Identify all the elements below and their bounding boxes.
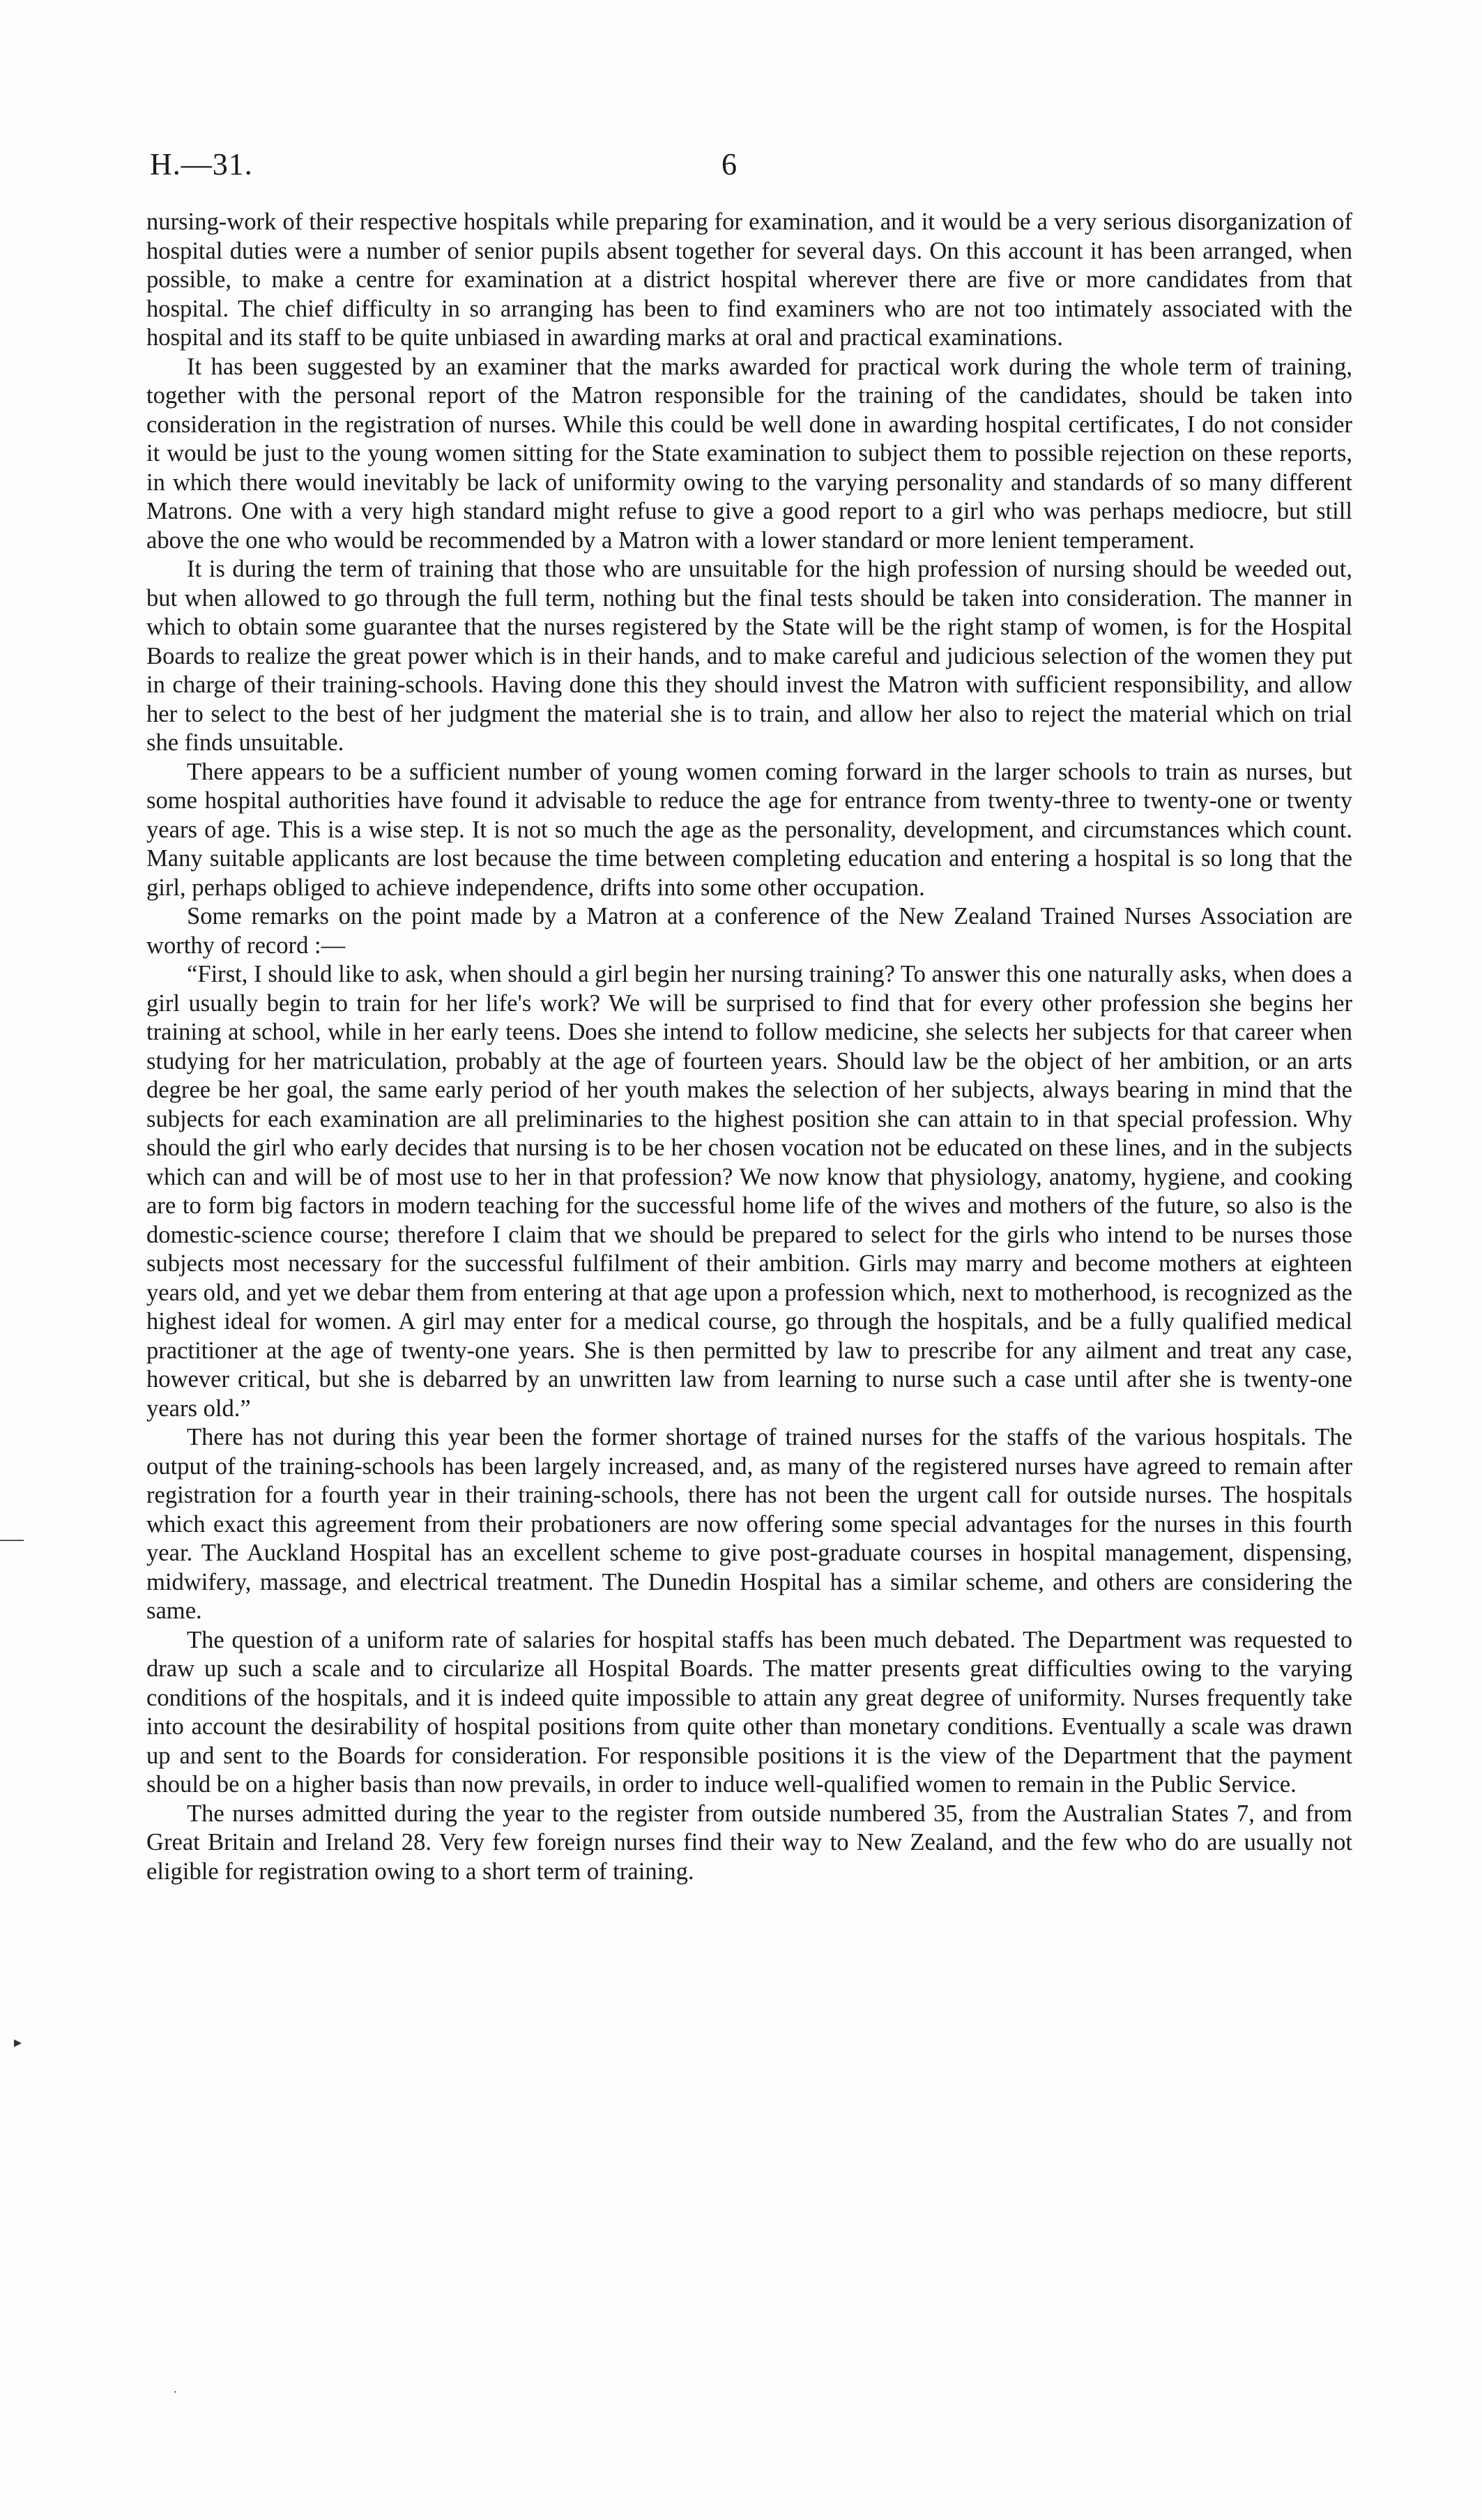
page-number: 6: [721, 147, 737, 181]
paragraph-examination-centres: nursing-work of their respective hospitals while preparing for examination, and it would be a very serious disorganization of hospital duties were a number of senior pupils absent together for several days. On this account it has been arranged, when possible, to make a centre for examination at a district hospital wherever there are five or more candidates from that hospital. The chief difficulty in so arranging has been to find examiners who are not too intimately associated with the hospital and its staff to be quite unbiased in awarding marks at oral and practical examinations.: [146, 208, 1352, 351]
stray-dot-mark: ·: [173, 2385, 178, 2400]
paragraph-trained-nurses-shortage: There has not during this year been the former shortage of trained nurses for the staffs of the various hospitals. The output of the training-schools has been largely increased, and, as many of the registered nurses have agreed to remain after registration for a fourth year in their training-schools, there has not been the urgent call for outside nurses. The hospitals which exact this agreement from their probationers are now offering some special advantages for the nurses in this fourth year. The Auckland Hospital has an excellent scheme to give post-graduate courses in hospital management, dispensing, midwifery, massage, and electrical treatment. The Dunedin Hospital has a similar scheme, and others are considering the same.: [146, 1424, 1352, 1624]
paragraph-practical-marks: It has been suggested by an examiner that the marks awarded for practical work during the whole term of training, together with the personal report of the Matron responsible for the training of the candidates, should be taken into consideration in the registration of nurses. While this could be well done in awarding hospital certificates, I do not consider it would be just to the young women sitting for the State examination to subject them to possible rejection on these reports, in which there would inevitably be lack of uniformity owing to the varying personality and standards of so many different Matrons. One with a very high standard might refuse to give a good report to a girl who was perhaps mediocre, but still above the one who would be recommended by a Matron with a lower standard or more lenient temperament.: [146, 353, 1352, 554]
paragraph-entrance-age: There appears to be a sufficient number of young women coming forward in the larger schools to train as nurses, but some hospital authorities have found it advisable to reduce the age for entrance from twenty-three to twenty-one or twenty years of age. This is a wise step. It is not so much the age as the personality, development, and circumstances which count. Many suitable applicants are lost because the time between completing education and entering a hospital is so long that the girl, perhaps obliged to achieve independence, drifts into some other occupation.: [146, 758, 1352, 901]
document-reference: H.—31.: [150, 147, 253, 181]
body-text: [146, 208, 1352, 1886]
page-header: [150, 146, 1359, 188]
paragraph-nurses-admitted: The nurses admitted during the year to the register from outside numbered 35, from the Australian States 7, and from Great Britain and Ireland 28. Very few foreign nurses find their way to New Zealand, and the few who do are usually not eligible for registration owing to a short term of training.: [146, 1800, 1352, 1885]
paragraph-uniform-salaries: The question of a uniform rate of salaries for hospital staffs has been much debated. The Department was requested to draw up such a scale and to circularize all Hospital Boards. The matter presents great difficulties owing to the varying conditions of the hospitals, and it is indeed quite impossible to attain any great degree of uniformity. Nurses frequently take into account the desirability of hospital positions from quite other than monetary conditions. Eventually a scale was drawn up and sent to the Boards for consideration. For responsible positions it is the view of the Department that the payment should be on a higher basis than now prevails, in order to induce well-qualified women to remain in the Public Service.: [146, 1626, 1352, 1798]
paragraph-matron-quote: “First, I should like to ask, when should a girl begin her nursing training? To answer this one naturally asks, when does a girl usually begin to train for her life's work? We will be surprised to find that for every other profession she begins her training at school, while in her early teens. Does she intend to follow medicine, she selects her subjects for that career when studying for her matriculation, probably at the age of fourteen years. Should law be the object of her ambition, or an arts degree be her goal, the same early period of her youth makes the selection of her subjects, always bearing in mind that the subjects for each examination are all preliminaries to the highest position she can attain to in that special profession. Why should the girl who early decides that nursing is to be her chosen vocation not be educated on these lines, and in the subjects which can and will be of most use to her in that profession? We now know that physiology, anatomy, hygiene, and cooking are to form big factors in modern teaching for the successful home life of the wives and mothers of the future, so also is the domestic-science course; therefore I claim that we should be prepared to select for the girls who intend to be nurses those subjects most necessary for the successful fulfilment of their ambition. Girls may marry and become mothers at eighteen years old, and yet we debar them from entering at that age upon a profession which, next to motherhood, is recognized as the highest ideal for women. A girl may enter for a medical course, go through the hospitals, and be a fully qualified medical practitioner at the age of twenty-one years. She is then permitted by law to prescribe for any ailment and treat any case, however critical, but she is debarred by an unwritten law from learning to nurse such a case until after she is twenty-one years old.”: [146, 961, 1352, 1422]
margin-dash-mark: —: [0, 1526, 24, 1551]
margin-bullet-mark: ▸: [14, 2033, 22, 2051]
paragraph-weeding-out: It is during the term of training that those who are unsuitable for the high profession of nursing should be weeded out, but when allowed to go through the full term, nothing but the final tests should be taken into consideration. The manner in which to obtain some guarantee that the nurses registered by the State will be the right stamp of women, is for the Hospital Boards to realize the great power which is in their hands, and to make careful and judicious selection of the women they put in charge of their training-schools. Having done this they should invest the Matron with sufficient responsibility, and allow her to select to the best of her judgment the material she is to train, and allow her also to reject the material which on trial she finds unsuitable.: [146, 556, 1352, 756]
paragraph-conference-remarks: Some remarks on the point made by a Matron at a conference of the New Zealand Trained Nurses Association are worthy of record :—: [146, 903, 1352, 959]
